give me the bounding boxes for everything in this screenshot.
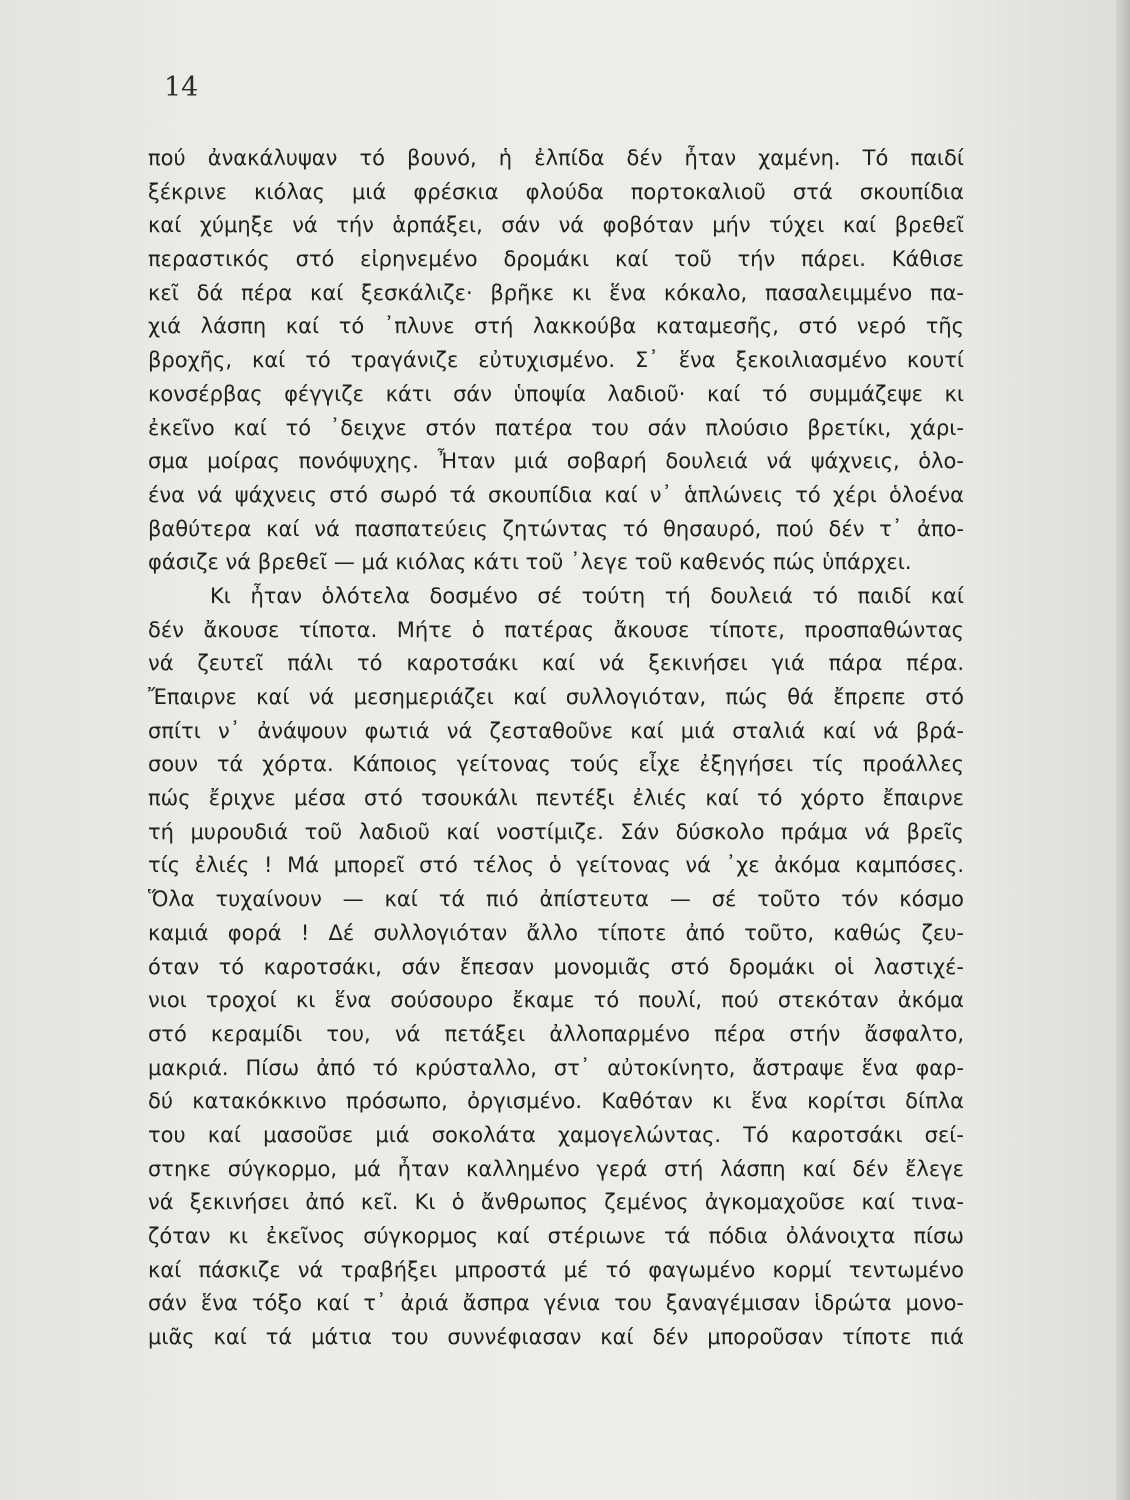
text-line: δέν ἄκουσε τίποτα. Μήτε ὁ πατέρας ἄκουσε τίποτε, προσπαθώντας <box>148 617 964 642</box>
page-edge-shadow <box>1116 0 1130 1500</box>
text-line: πώς ἔριχνε μέσα στό τσουκάλι πεντέξι ἐλιές καί τό χόρτο ἔπαιρνε <box>148 786 964 811</box>
text-line: νά ζευτεῖ πάλι τό καροτσάκι καί νά ξεκινήσει γιά πάρα πέρα. <box>148 651 964 676</box>
text-line: τίς ἐλιές ! Μά μπορεῖ στό τέλος ὁ γείτονας νά ᾿χε ἀκόμα καμπόσες. <box>148 853 964 878</box>
text-line: χιά λάσπη καί τό ᾿πλυνε στή λακκούβα καταμεσῆς, στό νερό τῆς <box>148 314 964 339</box>
text-line: ζόταν κι ἐκεῖνος σύγκορμος καί στέριωνε τά πόδια ὀλάνοιχτα πίσω <box>148 1224 964 1248</box>
text-line: Κι ἦταν ὁλότελα δοσμένο σέ τούτη τή δουλειά τό παιδί καί <box>210 583 964 608</box>
body-text <box>148 142 964 1355</box>
text-line: τή μυρουδιά τοῦ λαδιοῦ καί νοστίμιζε. Σάν δύσκολο πράμα νά βρεῖς <box>148 819 964 844</box>
text-line: ξέκρινε κιόλας μιά φρέσκια φλούδα πορτοκαλιοῦ στά σκουπίδια <box>148 179 964 204</box>
text-line: φάσιζε νά βρεθεῖ — μά κιόλας κάτι τοῦ ᾿λεγε τοῦ καθενός πώς ὑπάρχει. <box>148 550 912 575</box>
text-line: ἐκεῖνο καί τό ᾿δειχνε στόν πατέρα του σάν πλούσιο βρετίκι, χάρι- <box>148 415 964 440</box>
text-line: πού ἀνακάλυψαν τό βουνό, ἡ ἐλπίδα δέν ἦταν χαμένη. Τό παιδί <box>148 146 964 170</box>
text-line: καί χύμηξε νά τήν ἁρπάξει, σάν νά φοβόταν μήν τύχει καί βρεθεῖ <box>148 213 964 238</box>
text-line: νά ξεκινήσει ἀπό κεῖ. Κι ὁ ἄνθρωπος ζεμένος ἀγκομαχοῦσε καί τινα- <box>148 1190 964 1215</box>
text-line: σάν ἕνα τόξο καί τ᾿ ἀριά ἄσπρα γένια του ξαναγέμισαν ἱδρώτα μονο- <box>148 1291 964 1316</box>
text-line: σμα μοίρας πονόψυχης. Ἦταν μιά σοβαρή δουλειά νά ψάχνεις, ὁλο- <box>148 449 964 474</box>
text-line: βαθύτερα καί νά πασπατεύεις ζητώντας τό θησαυρό, πού δέν τ᾿ ἀπο- <box>148 516 964 541</box>
text-line: περαστικός στό εἰρηνεμένο δρομάκι καί τοῦ τήν πάρει. Κάθισε <box>148 247 964 272</box>
text-line: στηκε σύγκορμο, μά ἦταν καλλημένο γερά στή λάσπη καί δέν ἔλεγε <box>148 1156 964 1181</box>
page-number: 14 <box>164 72 199 103</box>
text-line: του καί μασοῦσε μιά σοκολάτα χαμογελώντας. Τό καροτσάκι σεί- <box>148 1122 964 1147</box>
text-line: βροχῆς, καί τό τραγάνιζε εὐτυχισμένο. Σ᾿ ἕνα ξεκοιλιασμένο κουτί <box>148 348 964 373</box>
text-line: στό κεραμίδι του, νά πετάξει ἀλλοπαρμένο πέρα στήν ἄσφαλτο, <box>148 1021 964 1046</box>
text-line: όταν τό καροτσάκι, σάν ἔπεσαν μονομιᾶς στό δρομάκι οἱ λαστιχέ- <box>148 954 964 979</box>
text-line: σπίτι ν᾿ ἀνάψουν φωτιά νά ζεσταθοῦνε καί μιά σταλιά καί νά βρά- <box>148 718 964 743</box>
text-line: σουν τά χόρτα. Κάποιος γείτονας τούς εἶχε ἐξηγήσει τίς προάλλες <box>148 752 964 777</box>
text-line: καμιά φορά ! Δέ συλλογιόταν ἄλλο τίποτε ἀπό τοῦτο, καθώς ζευ- <box>148 920 964 945</box>
text-line: κονσέρβας φέγγιζε κάτι σάν ὑποψία λαδιοῦ· καί τό συμμάζεψε κι <box>148 381 964 406</box>
text-line: μακριά. Πίσω ἀπό τό κρύσταλλο, στ᾿ αὐτοκίνητο, ἄστραψε ἕνα φαρ- <box>148 1055 964 1080</box>
text-line: δύ κατακόκκινο πρόσωπο, ὀργισμένο. Καθόταν κι ἕνα κορίτσι δίπλα <box>148 1089 964 1114</box>
text-line: κεῖ δά πέρα καί ξεσκάλιζε· βρῆκε κι ἕνα κόκαλο, πασαλειμμένο πα- <box>148 280 964 305</box>
text-line: καί πάσκιζε νά τραβήξει μπροστά μέ τό φαγωμένο κορμί τεντωμένο <box>148 1257 964 1282</box>
text-line: μιᾶς καί τά μάτια του συννέφιασαν καί δέν μποροῦσαν τίποτε πιά <box>148 1325 964 1350</box>
text-line: Ἔπαιρνε καί νά μεσημεριάζει καί συλλογιόταν, πώς θά ἔπρεπε στό <box>148 685 964 709</box>
text-line: Ὅλα τυχαίνουν — καί τά πιό ἀπίστευτα — σέ τοῦτο τόν κόσμο <box>148 887 964 912</box>
text-line: νιοι τροχοί κι ἕνα σούσουρο ἔκαμε τό πουλί, πού στεκόταν ἀκόμα <box>148 988 964 1013</box>
text-line: ένα νά ψάχνεις στό σωρό τά σκουπίδια καί ν᾿ ἁπλώνεις τό χέρι ὁλοένα <box>148 482 964 507</box>
